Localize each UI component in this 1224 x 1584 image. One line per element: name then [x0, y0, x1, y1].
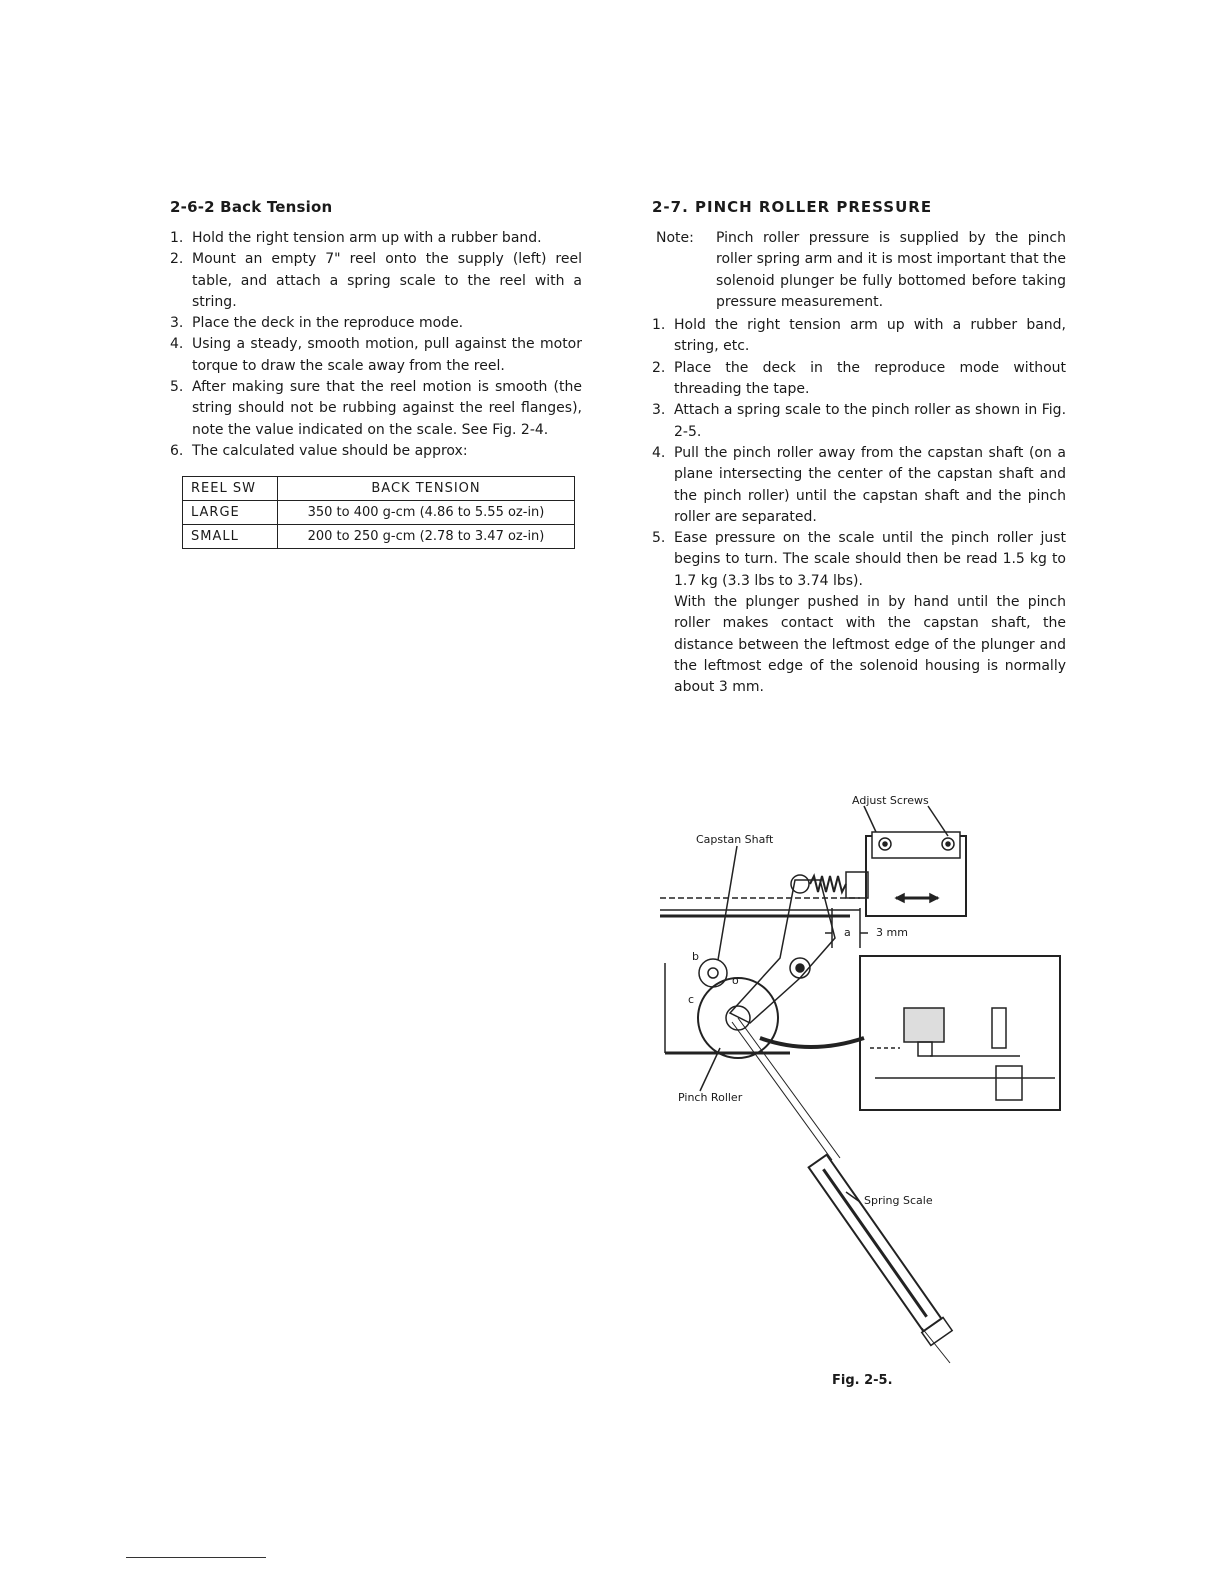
section-back-tension	[170, 198, 582, 549]
label-capstan-shaft: Capstan Shaft	[696, 833, 774, 846]
table-cell: 350 to 400 g-cm (4.86 to 5.55 oz-in)	[278, 501, 575, 525]
label-spring-scale: Spring Scale	[864, 1194, 933, 1207]
list-item: 6. The calculated value should be approx:	[170, 442, 468, 459]
list-item: 5. After making sure that the reel motion is smooth (the string should not be rubbing against the reel flanges), note the value indicated on the scale. See Fig. 2-4.	[170, 379, 582, 438]
label-o: o	[732, 974, 739, 987]
list-item: 2. Place the deck in the reproduce mode without threading the tape.	[652, 359, 1066, 398]
label-pinch-roller: Pinch Roller	[678, 1091, 743, 1104]
label-b: b	[692, 950, 699, 963]
table-header-row	[183, 477, 575, 501]
list-item: 4. Using a steady, smooth motion, pull against the motor torque to draw the scale away from the reel.	[170, 336, 582, 374]
steps-list	[652, 315, 1066, 698]
table-header: BACK TENSION	[278, 477, 575, 501]
list-item: 1. Hold the right tension arm up with a rubber band.	[170, 230, 542, 246]
figure-caption: Fig. 2-5.	[832, 1373, 893, 1388]
list-item: 1. Hold the right tension arm up with a rubber band, string, etc.	[652, 317, 1066, 355]
note	[652, 228, 1066, 313]
label-dim-3mm: 3 mm	[876, 926, 908, 939]
table-cell: 200 to 250 g-cm (2.78 to 3.47 oz-in)	[278, 525, 575, 549]
list-item: 5. Ease pressure on the scale until the pinch roller just begins to turn. The scale should then be read 1.5 kg to 1.7 kg (3.3 lbs to 3.74 lbs). With the plunger pushed in by hand until the pinch roller makes contact with the capstan shaft, the distance between the leftmost edge of the plunger and the leftmost edge of the solenoid housing is normally about 3 mm.	[652, 528, 1066, 698]
figure-2-5	[660, 788, 1070, 1388]
note-label: Note:	[656, 230, 694, 246]
label-c: c	[688, 993, 695, 1006]
footnote-rule	[126, 1557, 266, 1558]
table-row	[183, 501, 575, 525]
list-item: 2. Mount an empty 7" reel onto the supply (left) reel table, and attach a spring scale to the reel with a string.	[170, 251, 582, 310]
section-heading: 2-7. PINCH ROLLER PRESSURE	[652, 198, 933, 216]
step-extra-text: With the plunger pushed in by hand until the pinch roller makes contact with the capstan shaft, the distance between the leftmost edge of the plunger and the leftmost edge of the solenoid housing is normally about 3 mm.	[674, 594, 1066, 696]
table-row	[183, 525, 575, 549]
section-pinch-roller-pressure	[652, 198, 1066, 699]
list-item: 3. Place the deck in the reproduce mode.	[170, 315, 464, 332]
table-header: REEL SW	[183, 477, 278, 501]
table-cell: LARGE	[183, 501, 278, 525]
list-item: 4. Pull the pinch roller away from the capstan shaft (on a plane intersecting the center of the capstan shaft and the pinch roller) until the capstan shaft and the pinch roller are separated.	[652, 444, 1066, 525]
section-heading: 2-6-2 Back Tension	[170, 198, 333, 216]
table-cell: SMALL	[183, 525, 278, 549]
steps-list	[170, 228, 582, 462]
label-dim-a: a	[844, 926, 851, 939]
back-tension-table	[182, 476, 575, 549]
note-text: Pinch roller pressure is supplied by the pinch roller spring arm and it is most important that the solenoid plunger be fully bottomed before taking pressure measurement.	[716, 230, 1066, 310]
pinch-roller-diagram	[660, 788, 1070, 1388]
list-item: 3. Attach a spring scale to the pinch roller as shown in Fig. 2-5.	[652, 402, 1067, 440]
label-adjust-screws: Adjust Screws	[852, 794, 929, 807]
